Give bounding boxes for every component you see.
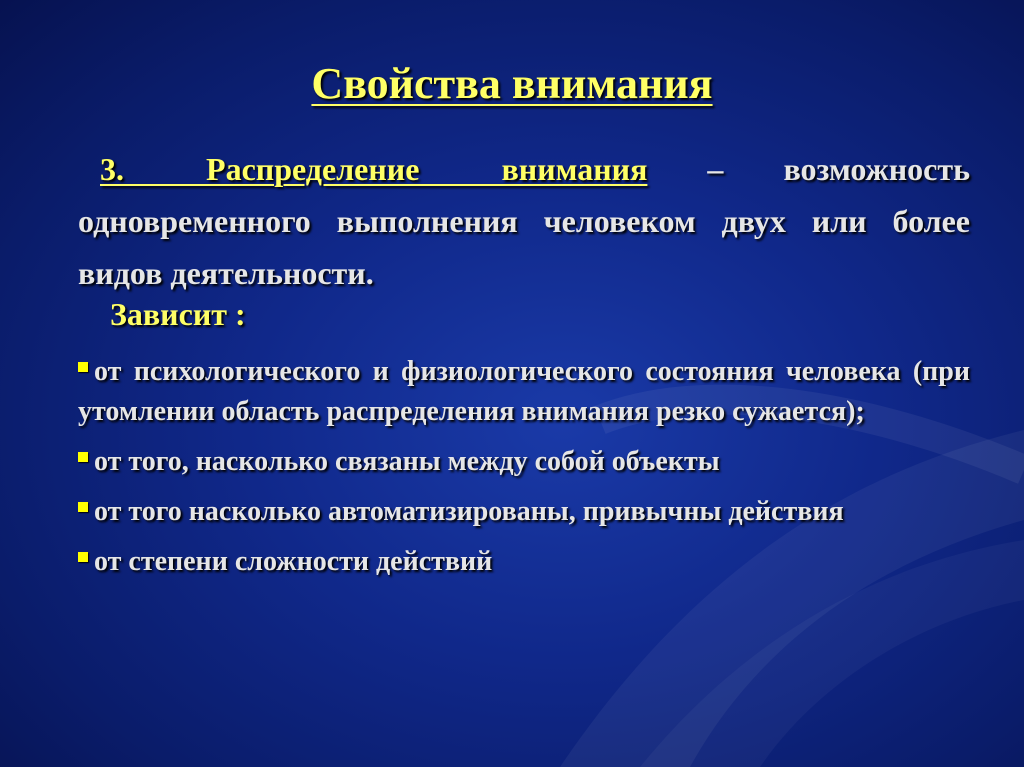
factor-text: от того насколько автоматизированы, привычны действия: [94, 496, 844, 527]
list-item: [78, 542, 970, 582]
square-bullet-icon: [78, 362, 88, 372]
square-bullet-icon: [78, 452, 88, 462]
factor-text: от того, насколько связаны между собой объекты: [94, 446, 720, 477]
factors-list: [78, 352, 970, 592]
definition-text: – возможность одновременного выполнения человеком двух или более видов деятельности.: [78, 151, 970, 291]
definition-term: 3. Распределение внимания: [100, 151, 648, 187]
list-item: [78, 442, 970, 482]
list-item: [78, 352, 970, 432]
factor-text: от психологического и физиологического состояния человека (при утомлении область распределения внимания резко сужается);: [78, 356, 970, 427]
list-item: [78, 492, 970, 532]
factor-text: от степени сложности действий: [94, 546, 493, 577]
square-bullet-icon: [78, 502, 88, 512]
definition-paragraph: [78, 143, 970, 299]
depends-label: Зависит :: [110, 296, 246, 332]
slide-title: Свойства внимания: [311, 59, 713, 108]
square-bullet-icon: [78, 552, 88, 562]
